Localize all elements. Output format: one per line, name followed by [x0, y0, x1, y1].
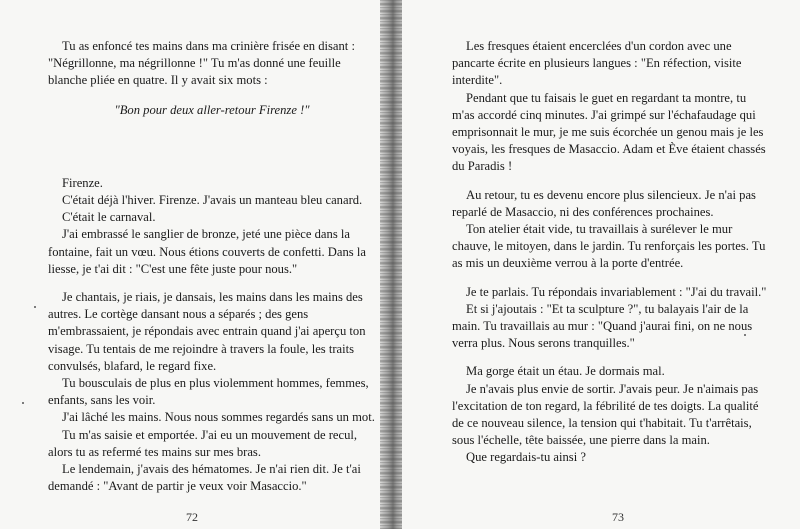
paragraph: C'était le carnaval.: [62, 210, 156, 225]
page-number: 73: [612, 510, 624, 524]
left-page: [0, 0, 388, 529]
paragraph: Et si j'ajoutais : "Et ta sculpture ?", tu balayais l'air de la main. Tu travaillais au mur : "Quand j'aurai fini, on ne nous verra plus. Nous serons tranquilles.": [452, 301, 753, 351]
paragraph: Je chantais, je riais, je dansais, les mains dans les mains des autres. Le cortège dansant nous a séparés ; des gens m'embrassaient, je répondais avec entrain quand j'ai aperçu ton visage. Tu tentais de me rejoindre à travers la foule, les traits convulsés, blafard, le regard fixe.: [48, 290, 366, 373]
paragraph: Pendant que tu faisais le guet en regardant ta montre, tu m'as accordé cinq minutes. J'ai grimpé sur l'échafaudage qui emprisonnait le mur, je me suis écorchée un genou mais je les voyais, les fresques de Masaccio. Adam et Ève étaient chassés du Paradis !: [452, 90, 766, 174]
epigraph: "Bon pour deux aller-retour Firenze !": [114, 102, 310, 117]
paragraph: Ton atelier était vide, tu travaillais à surélever le mur chauve, le mitoyen, dans le jardin. Tu renforçais les portes. Tu as mis un deuxième verrou à la porte d'entrée.: [452, 222, 766, 271]
scan-speck: [22, 402, 24, 404]
paragraph: Firenze.: [62, 175, 103, 190]
scan-speck: [34, 306, 36, 308]
paragraph: Les fresques étaient encerclées d'un cordon avec une pancarte écrite en plusieurs langues : "En réfection, visite interdite".: [452, 39, 742, 88]
scan-speck: [744, 334, 746, 336]
paragraph: J'ai lâché les mains. Nous nous sommes regardés sans un mot.: [62, 410, 375, 425]
right-page: [402, 0, 800, 529]
paragraph: Tu m'as saisie et emportée. J'ai eu un mouvement de recul, alors tu as refermé tes mains sur mes bras.: [48, 427, 358, 459]
page-number: 72: [186, 510, 198, 524]
paragraph: Tu as enfoncé tes mains dans ma crinière frisée en disant : "Négrillonne, ma négrillonne !" Tu m'as donné une feuille blanche pliée en quatre. Il y avait six mots :: [48, 39, 355, 88]
paragraph: Au retour, tu es devenu encore plus silencieux. Je n'ai pas reparlé de Masaccio, ni des conférences prochaines.: [452, 187, 756, 219]
paragraph: J'ai embrassé le sanglier de bronze, jeté une pièce dans la fontaine, fait un vœu. Nous étions couverts de confetti. Dans la liesse, je t'ai dit : "C'est une fête juste pour nous.": [48, 227, 366, 276]
paragraph: Je n'avais plus envie de sortir. J'avais peur. Je n'aimais pas l'excitation de ton regard, la fébrilité de tes doigts. La qualité de ce nouveau silence, la tension qui t'habitait. Tu t'arrêtais, sous l'échelle, tête baissée, une pierre dans la main.: [452, 381, 759, 448]
paragraph: Ma gorge était un étau. Je dormais mal.: [466, 364, 665, 379]
paragraph: Que regardais-tu ainsi ?: [466, 450, 586, 465]
paragraph: Tu bousculais de plus en plus violemment hommes, femmes, enfants, sans les voir.: [48, 376, 369, 408]
paragraph: Le lendemain, j'avais des hématomes. Je n'ai rien dit. Je t'ai demandé : "Avant de partir je veux voir Masaccio.": [48, 462, 361, 494]
paragraph: C'était déjà l'hiver. Firenze. J'avais un manteau bleu canard.: [62, 193, 363, 208]
paragraph: Je te parlais. Tu répondais invariablement : "J'ai du travail.": [466, 284, 767, 299]
